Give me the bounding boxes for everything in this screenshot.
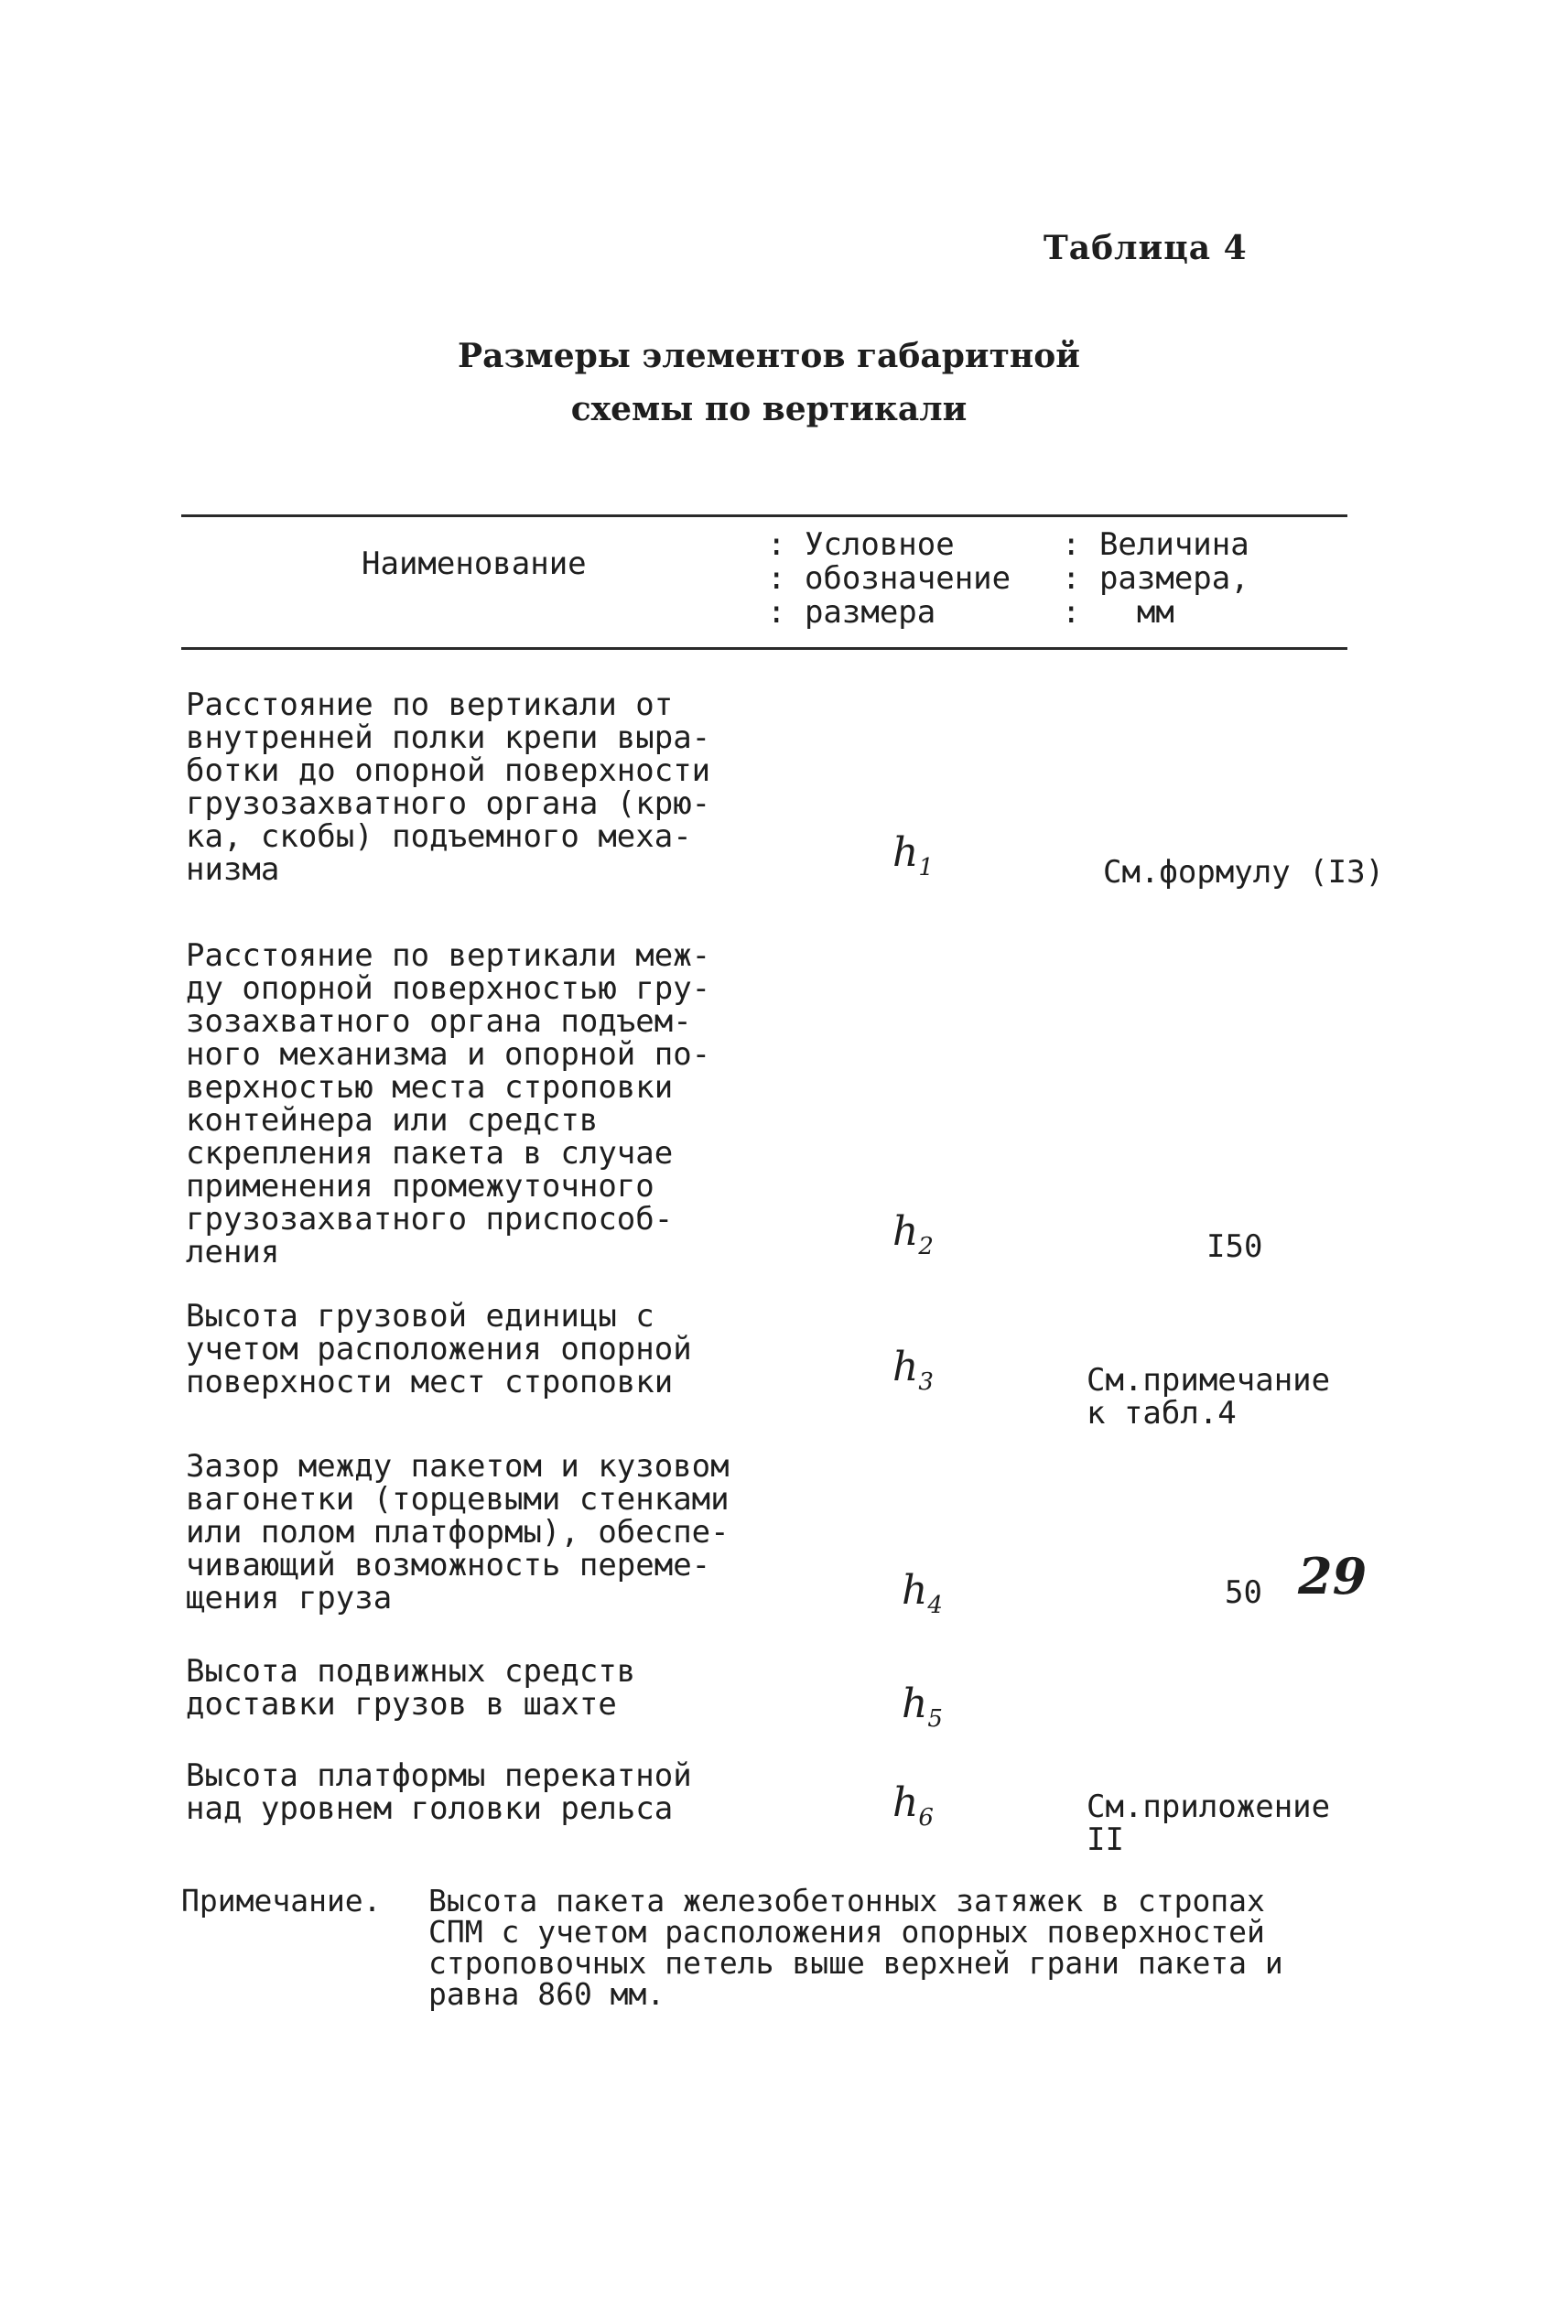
row-2-name bbox=[186, 939, 772, 1269]
note-line: строповочных петель выше верхней грани пакета и bbox=[428, 1945, 1283, 1981]
row-5-name-line: Высота подвижных средств bbox=[186, 1653, 636, 1690]
row-2-name-line: контейнера или средств bbox=[186, 1102, 599, 1139]
row-6-symbol bbox=[892, 1779, 934, 1832]
row-2-symbol bbox=[892, 1208, 934, 1260]
table-title-line: Размеры элементов габаритной bbox=[458, 337, 1080, 375]
column-header-designation-line: : Условное bbox=[767, 526, 955, 563]
row-5-symbol bbox=[902, 1681, 943, 1733]
row-6-symbol-index: 6 bbox=[918, 1803, 934, 1832]
column-header-name bbox=[362, 547, 587, 581]
column-header-designation-line: : размера bbox=[767, 594, 936, 631]
row-3-symbol-letter: h bbox=[892, 1344, 919, 1390]
note-body bbox=[428, 1883, 1362, 2012]
row-6-name-line: Высота платформы перекатной bbox=[186, 1757, 692, 1794]
row-4-name-line: вагонетки (торцевыми стенками bbox=[186, 1481, 730, 1518]
row-3-value-line: к табл.4 bbox=[1087, 1395, 1237, 1432]
note-line: равна 860 мм. bbox=[428, 1976, 665, 2012]
note-line: Высота пакета железобетонных затяжек в стропах bbox=[428, 1883, 1265, 1919]
row-2-name-line: зозахватного органа подъем- bbox=[186, 1003, 692, 1040]
column-header-value-line: : размера, bbox=[1062, 560, 1249, 597]
table-label: Таблица 4 bbox=[1044, 229, 1248, 267]
row-2-symbol-letter: h bbox=[892, 1208, 919, 1255]
column-header-name-text: Наименование bbox=[362, 546, 587, 582]
row-5-symbol-index: 5 bbox=[927, 1704, 943, 1733]
row-3-value bbox=[1087, 1364, 1330, 1430]
row-3-name-line: поверхности мест строповки bbox=[186, 1364, 674, 1400]
row-3-name-line: Высота грузовой единицы с bbox=[186, 1298, 654, 1335]
table-title-line: схемы по вертикали bbox=[570, 390, 968, 428]
row-1-name-line: низма bbox=[186, 851, 280, 888]
row-6-value-line: См.приложение bbox=[1087, 1789, 1331, 1825]
row-3-symbol-index: 3 bbox=[918, 1367, 934, 1396]
note-label: Примечание. bbox=[181, 1883, 382, 1919]
row-2-name-line: ления bbox=[186, 1234, 280, 1270]
row-2-name-line: ного механизма и опорной по- bbox=[186, 1036, 711, 1073]
row-2-name-line: верхностью места строповки bbox=[186, 1069, 674, 1106]
row-3-value-line: См.примечание bbox=[1087, 1362, 1331, 1399]
row-1-name bbox=[186, 688, 772, 886]
row-6-name bbox=[186, 1759, 772, 1825]
column-header-value bbox=[1062, 528, 1249, 630]
header-top-rule bbox=[181, 514, 1347, 517]
column-header-value-line: : мм bbox=[1062, 594, 1174, 631]
row-2-name-line: применения промежуточного bbox=[186, 1168, 654, 1205]
row-4-name-line: или полом платформы), обеспе- bbox=[186, 1514, 730, 1551]
row-1-value bbox=[1103, 856, 1384, 889]
page-number: 29 bbox=[1298, 1547, 1368, 1605]
row-5-symbol-letter: h bbox=[902, 1681, 928, 1727]
row-4-symbol-index: 4 bbox=[927, 1591, 943, 1619]
row-3-symbol bbox=[892, 1344, 934, 1396]
row-2-name-line: Расстояние по вертикали меж- bbox=[186, 937, 711, 974]
row-4-name-line: щения груза bbox=[186, 1580, 393, 1616]
column-header-designation-line: : обозначение bbox=[767, 560, 1011, 597]
row-2-name-line: скрепления пакета в случае bbox=[186, 1135, 674, 1172]
row-4-value-line: 50 bbox=[1225, 1574, 1262, 1611]
row-3-name bbox=[186, 1300, 772, 1399]
row-4-name-line: чивающий возможность переме- bbox=[186, 1547, 711, 1584]
row-6-symbol-letter: h bbox=[892, 1779, 919, 1826]
row-6-value-line: II bbox=[1087, 1821, 1124, 1858]
row-2-name-line: ду опорной поверхностью гру- bbox=[186, 970, 711, 1007]
row-4-name bbox=[186, 1450, 772, 1615]
row-2-value bbox=[1206, 1230, 1262, 1263]
row-1-name-line: Расстояние по вертикали от bbox=[186, 686, 674, 723]
row-5-name-line: доставки грузов в шахте bbox=[186, 1686, 617, 1723]
row-2-symbol-index: 2 bbox=[918, 1232, 934, 1260]
row-1-symbol-index: 1 bbox=[918, 853, 934, 881]
row-1-symbol-letter: h bbox=[892, 829, 919, 876]
row-1-name-line: ка, скобы) подъемного меха- bbox=[186, 818, 692, 855]
row-4-name-line: Зазор между пакетом и кузовом bbox=[186, 1448, 730, 1485]
row-1-name-line: внутренней полки крепи выра- bbox=[186, 719, 711, 756]
row-1-name-line: ботки до опорной поверхности bbox=[186, 752, 711, 789]
table-title bbox=[366, 330, 1172, 436]
column-header-value-line: : Величина bbox=[1062, 526, 1249, 563]
column-header-designation bbox=[767, 528, 1011, 630]
row-5-name bbox=[186, 1655, 772, 1721]
row-6-name-line: над уровнем головки рельса bbox=[186, 1790, 674, 1827]
row-1-symbol bbox=[892, 829, 934, 881]
row-4-symbol bbox=[902, 1567, 943, 1619]
row-1-value-line: См.формулу (I3) bbox=[1103, 854, 1385, 891]
row-2-value-line: I50 bbox=[1206, 1228, 1263, 1265]
note-line: СПМ с учетом расположения опорных поверхностей bbox=[428, 1914, 1265, 1950]
row-1-name-line: грузозахватного органа (крю- bbox=[186, 785, 711, 822]
row-4-value bbox=[1225, 1576, 1262, 1609]
row-2-name-line: грузозахватного приспособ- bbox=[186, 1201, 674, 1238]
header-bottom-rule bbox=[181, 647, 1347, 650]
row-6-value bbox=[1087, 1790, 1330, 1856]
row-4-symbol-letter: h bbox=[902, 1567, 928, 1614]
row-3-name-line: учетом расположения опорной bbox=[186, 1331, 692, 1367]
